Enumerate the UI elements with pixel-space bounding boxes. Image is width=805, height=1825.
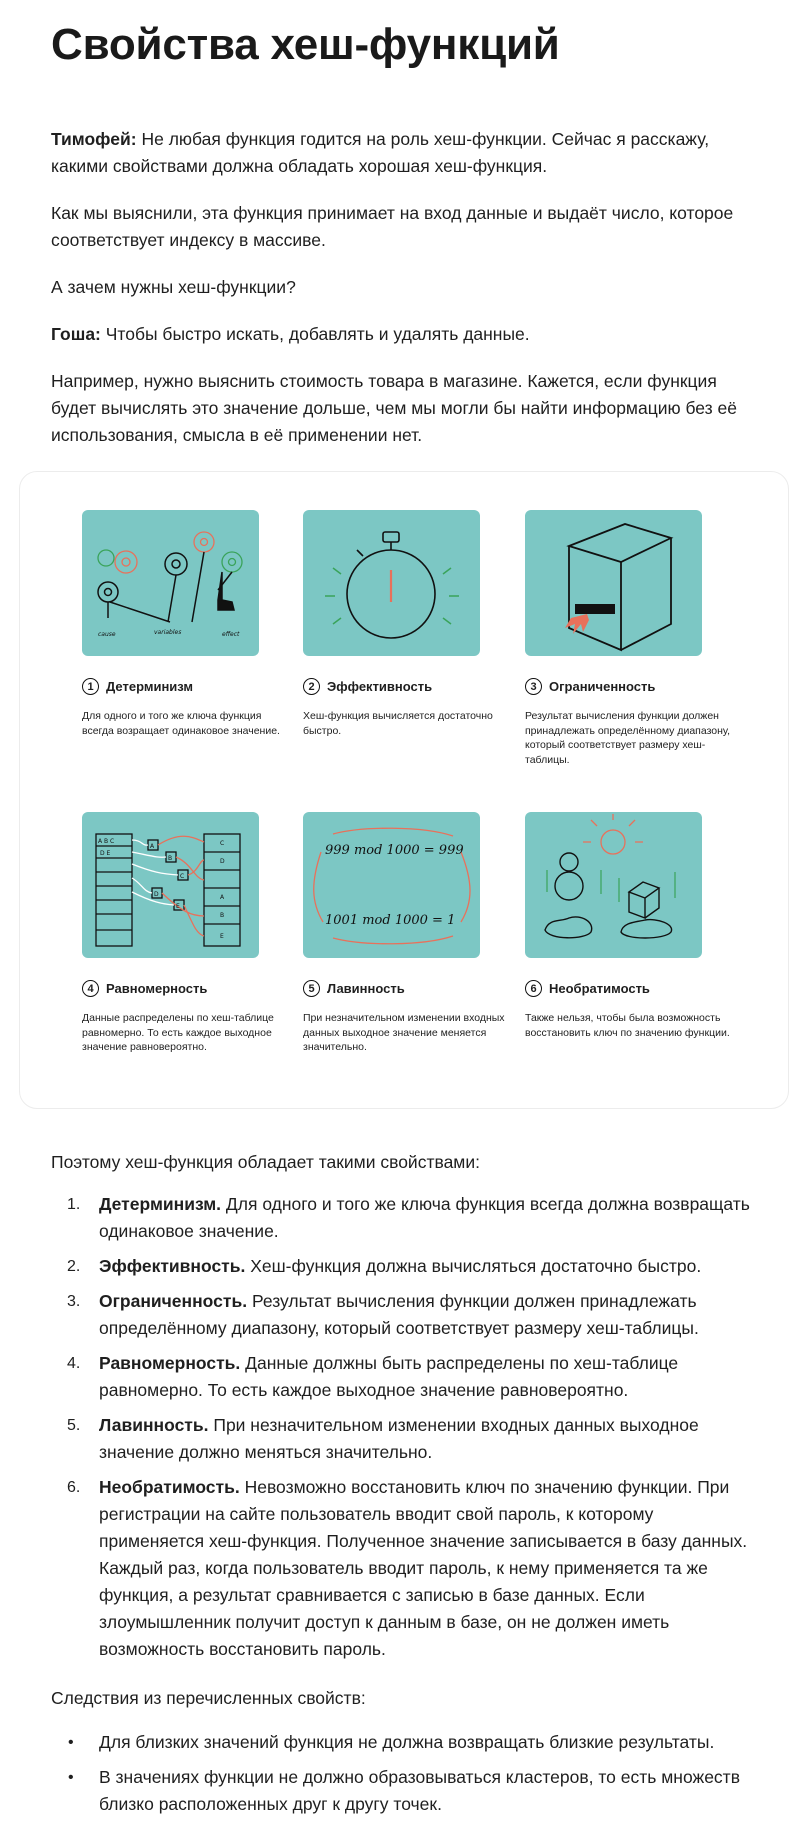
speaker-name: Гоша:	[51, 324, 101, 344]
property-description: Также нельзя, чтобы была возможность восстановить ключ по значению функции.	[525, 1012, 730, 1039]
number-badge: 5	[303, 980, 320, 997]
property-card-irreversibility	[525, 812, 735, 1040]
number-badge: 6	[525, 980, 542, 997]
box-illustration	[525, 510, 702, 656]
label-e-right: E	[220, 933, 224, 940]
property-card-boundedness	[525, 510, 735, 767]
label-d: D	[154, 891, 159, 898]
properties-illustration	[19, 471, 789, 1109]
summary-intro: Поэтому хеш-функция обладает такими свойствами:	[51, 1152, 480, 1172]
label-a: A	[150, 843, 155, 850]
property-title: 4 Равномерность	[82, 980, 292, 997]
label-cause: cause	[98, 631, 116, 638]
consequences-intro: Следствия из перечисленных свойств:	[51, 1688, 366, 1708]
property-card-determinism	[82, 510, 292, 738]
property-title: 2 Эффективность	[303, 678, 513, 695]
property-card-uniformity	[82, 812, 292, 1055]
property-description: Хеш-функция вычисляется достаточно быстро.	[303, 710, 493, 737]
property-title: 5 Лавинность	[303, 980, 513, 997]
properties-list	[51, 1191, 761, 1663]
label-c-right: C	[220, 840, 225, 847]
label-d-right: D	[220, 858, 225, 865]
label-b-right: B	[220, 912, 225, 919]
label-variables: variables	[154, 629, 182, 636]
consequences-list	[51, 1729, 761, 1818]
table-mapping-illustration	[82, 812, 259, 958]
stopwatch-illustration	[303, 510, 480, 656]
list-item: • В значениях функции не должно образовываться кластеров, то есть множеств близко расположенных друг к другу точек.	[68, 1767, 740, 1814]
equation-1001: 1001 mod 1000 = 1	[325, 913, 456, 928]
label-abc: A B C	[98, 838, 115, 845]
list-item: 6. Необратимость. Невозможно восстановить ключ по значению функции. При регистрации на сайте пользователь вводит свой пароль, к которому применяется хеш-функция. Полученное значение записывается в базу данных. Каждый раз, когда пользователь вводит пароль, к нему применяется та же функция, а результат сравнивается с записью в базе данных. Если злоумышленник получит доступ к данным в базе, он не должен иметь возможность восстановить пароль.	[67, 1477, 748, 1659]
property-title: 3 Ограниченность	[525, 678, 735, 695]
list-item: 5. Лавинность. При незначительном изменении входных данных выходное значение должно меняться значительно.	[67, 1415, 699, 1462]
property-description: При незначительном изменении входных данных выходное значение меняется значительно.	[303, 1012, 505, 1053]
equation-999: 999 mod 1000 = 999	[325, 843, 464, 858]
list-item: 2. Эффективность. Хеш-функция должна вычисляться достаточно быстро.	[67, 1256, 702, 1276]
label-e: E	[176, 903, 180, 910]
property-description: Для одного и того же ключа функция всегда возращает одинаковое значение.	[82, 710, 280, 737]
intro-paragraph: Например, нужно выяснить стоимость товара в магазине. Кажется, если функция будет вычислять это значение дольше, чем мы могли бы найти информацию без её использования, смысла в её применении нет.	[51, 371, 738, 445]
property-card-avalanche	[303, 812, 513, 1055]
modulo-illustration	[303, 812, 480, 958]
page-title: Свойства хеш-функций	[51, 20, 560, 69]
speaker-name: Тимофей:	[51, 129, 137, 149]
melting-snowman-illustration	[525, 812, 702, 958]
property-title: 6 Необратимость	[525, 980, 735, 997]
intro-paragraph: А зачем нужны хеш-функции?	[51, 277, 296, 297]
list-item: 1. Детерминизм. Для одного и того же ключа функция всегда должна возвращать одинаковое значение.	[67, 1194, 750, 1241]
intro-paragraph: Как мы выяснили, эта функция принимает на вход данные и выдаёт число, которое соответствует индексу в массиве.	[51, 203, 734, 250]
label-b: B	[168, 855, 173, 862]
label-c: C	[180, 873, 185, 880]
gears-illustration	[82, 510, 259, 656]
number-badge: 4	[82, 980, 99, 997]
intro-paragraph: Гоша: Чтобы быстро искать, добавлять и удалять данные.	[51, 324, 530, 344]
list-item: • Для близких значений функция не должна возвращать близкие результаты.	[68, 1732, 715, 1752]
number-badge: 1	[82, 678, 99, 695]
property-description: Данные распределены по хеш-таблице равномерно. То есть каждое выходное значение равновероятно.	[82, 1012, 274, 1053]
label-de: D E	[100, 850, 111, 857]
property-title: 1 Детерминизм	[82, 678, 292, 695]
property-description: Результат вычисления функции должен принадлежать определённому диапазону, который соответствует размеру хеш-таблицы.	[525, 710, 731, 766]
label-a-right: A	[220, 894, 225, 901]
property-card-efficiency	[303, 510, 513, 738]
number-badge: 2	[303, 678, 320, 695]
intro-paragraph: Тимофей: Не любая функция годится на роль хеш-функции. Сейчас я расскажу, какими свойствами должна обладать хорошая хеш-функция.	[51, 129, 710, 176]
number-badge: 3	[525, 678, 542, 695]
label-effect: effect	[222, 631, 240, 638]
list-item: 3. Ограниченность. Результат вычисления функции должен принадлежать определённому диапазону, который соответствует размеру хеш-таблицы.	[67, 1291, 699, 1338]
list-item: 4. Равномерность. Данные должны быть распределены по хеш-таблице равномерно. То есть каждое выходное значение равновероятно.	[67, 1353, 679, 1400]
